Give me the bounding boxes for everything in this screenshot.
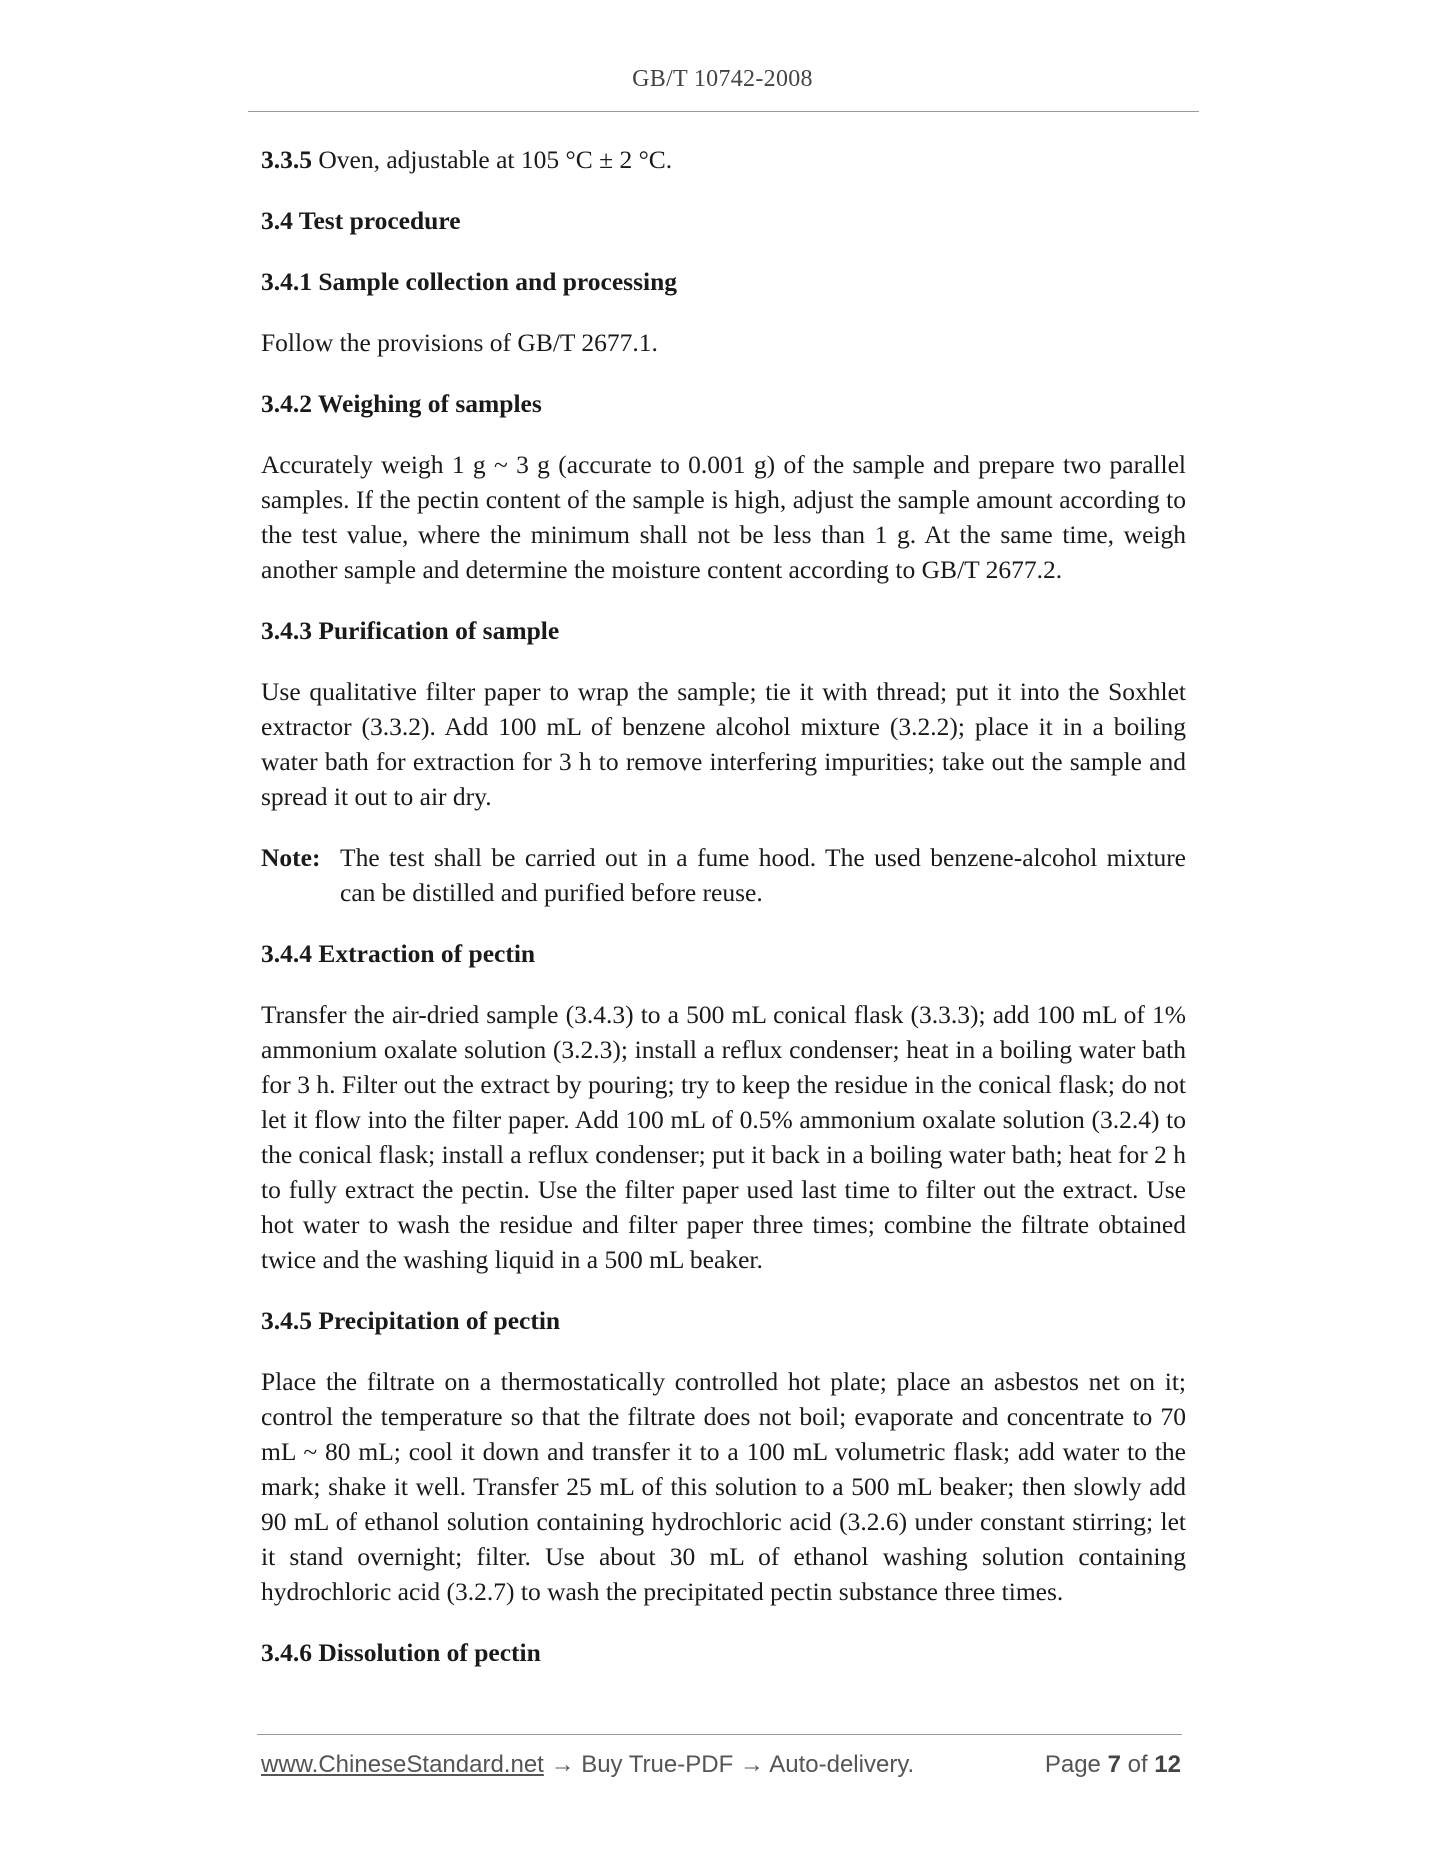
note bbox=[261, 840, 1186, 910]
heading-3-4-1: 3.4.1 Sample collection and processing bbox=[261, 267, 678, 296]
paragraph-3-4-5: Place the filtrate on a thermostatically controlled hot plate; place an asbestos net on it; control the temperature so that the filtrate does not boil; evaporate and concentrate to 70 mL ~ 80 mL; cool it down and transfer it to a 100 mL volumetric flask; add water to the mark; shake it well. Transfer 25 mL of this solution to a 500 mL beaker; then slowly add 90 mL of ethanol solution containing hydrochloric acid (3.2.6) under constant stirring; let it stand overnight; filter. Use about 30 mL of ethanol washing solution containing hydrochloric acid (3.2.7) to wash the precipitated pectin substance three times. bbox=[261, 1367, 1186, 1606]
page-footer bbox=[261, 1751, 1181, 1785]
page-label: Page bbox=[1044, 1751, 1101, 1778]
paragraph-3-4-4: Transfer the air-dried sample (3.4.3) to a 500 mL conical flask (3.3.3); add 100 mL of 1% ammonium oxalate solution (3.2.3); install a reflux condenser; heat in a boiling water bath for 3 h. Filter out the extract by pouring; try to keep the residue in the conical flask; do not let it flow into the filter paper. Add 100 mL of 0.5% ammonium oxalate solution (3.2.4) to the conical flask; install a reflux condenser; put it back in a boiling water bath; heat for 2 h to fully extract the pectin. Use the filter paper used last time to filter out the extract. Use hot water to wash the residue and filter paper three times; combine the filtrate obtained twice and the washing liquid in a 500 mL beaker. bbox=[261, 1000, 1186, 1274]
arrow-right-icon: → bbox=[550, 1751, 575, 1778]
heading-3-4-5: 3.4.5 Precipitation of pectin bbox=[261, 1306, 561, 1335]
heading-3-4: 3.4 Test procedure bbox=[261, 206, 461, 235]
arrow-right-icon: → bbox=[739, 1751, 764, 1778]
page-header: GB/T 10742-2008 bbox=[632, 66, 813, 92]
header-divider bbox=[248, 111, 1199, 112]
buy-true-pdf-text: Buy True-PDF bbox=[581, 1751, 734, 1778]
heading-3-4-3: 3.4.3 Purification of sample bbox=[261, 616, 560, 645]
paragraph-3-4-1: Follow the provisions of GB/T 2677.1. bbox=[261, 328, 658, 357]
paragraph-3-4-3: Use qualitative filter paper to wrap the sample; tie it with thread; put it into the Soxhlet extractor (3.3.2). Add 100 mL of benzene alcohol mixture (3.2.2); place it in a boiling water bath for extraction for 3 h to remove interfering impurities; take out the sample and spread it out to air dry. bbox=[261, 677, 1186, 811]
clause-text: Oven, adjustable at 105 °C ± 2 °C. bbox=[318, 145, 673, 174]
heading-3-4-2: 3.4.2 Weighing of samples bbox=[261, 389, 542, 418]
heading-3-4-6: 3.4.6 Dissolution of pectin bbox=[261, 1638, 541, 1667]
paragraph-3-4-2: Accurately weigh 1 g ~ 3 g (accurate to 0.001 g) of the sample and prepare two parallel samples. If the pectin content of the sample is high, adjust the sample amount according to the test value, where the minimum shall not be less than 1 g. At the same time, weigh another sample and determine the moisture content according to GB/T 2677.2. bbox=[261, 450, 1186, 584]
note-label: Note: bbox=[261, 843, 321, 872]
footer-promo bbox=[261, 1751, 914, 1779]
of-label: of bbox=[1127, 1751, 1148, 1778]
document-body bbox=[261, 142, 1186, 1696]
clause-3-3-5 bbox=[261, 142, 1186, 177]
footer-divider bbox=[257, 1734, 1182, 1735]
page-total: 12 bbox=[1154, 1751, 1181, 1778]
page-current: 7 bbox=[1107, 1751, 1121, 1778]
chinesestandard-link[interactable]: www.ChineseStandard.net bbox=[261, 1751, 544, 1778]
auto-delivery-text: Auto-delivery. bbox=[769, 1751, 915, 1778]
clause-number: 3.3.5 bbox=[261, 145, 312, 174]
page-number bbox=[1045, 1751, 1181, 1779]
note-text: The test shall be carried out in a fume hood. The used benzene-alcohol mixture can be distilled and purified before reuse. bbox=[340, 843, 1186, 907]
heading-3-4-4: 3.4.4 Extraction of pectin bbox=[261, 939, 536, 968]
